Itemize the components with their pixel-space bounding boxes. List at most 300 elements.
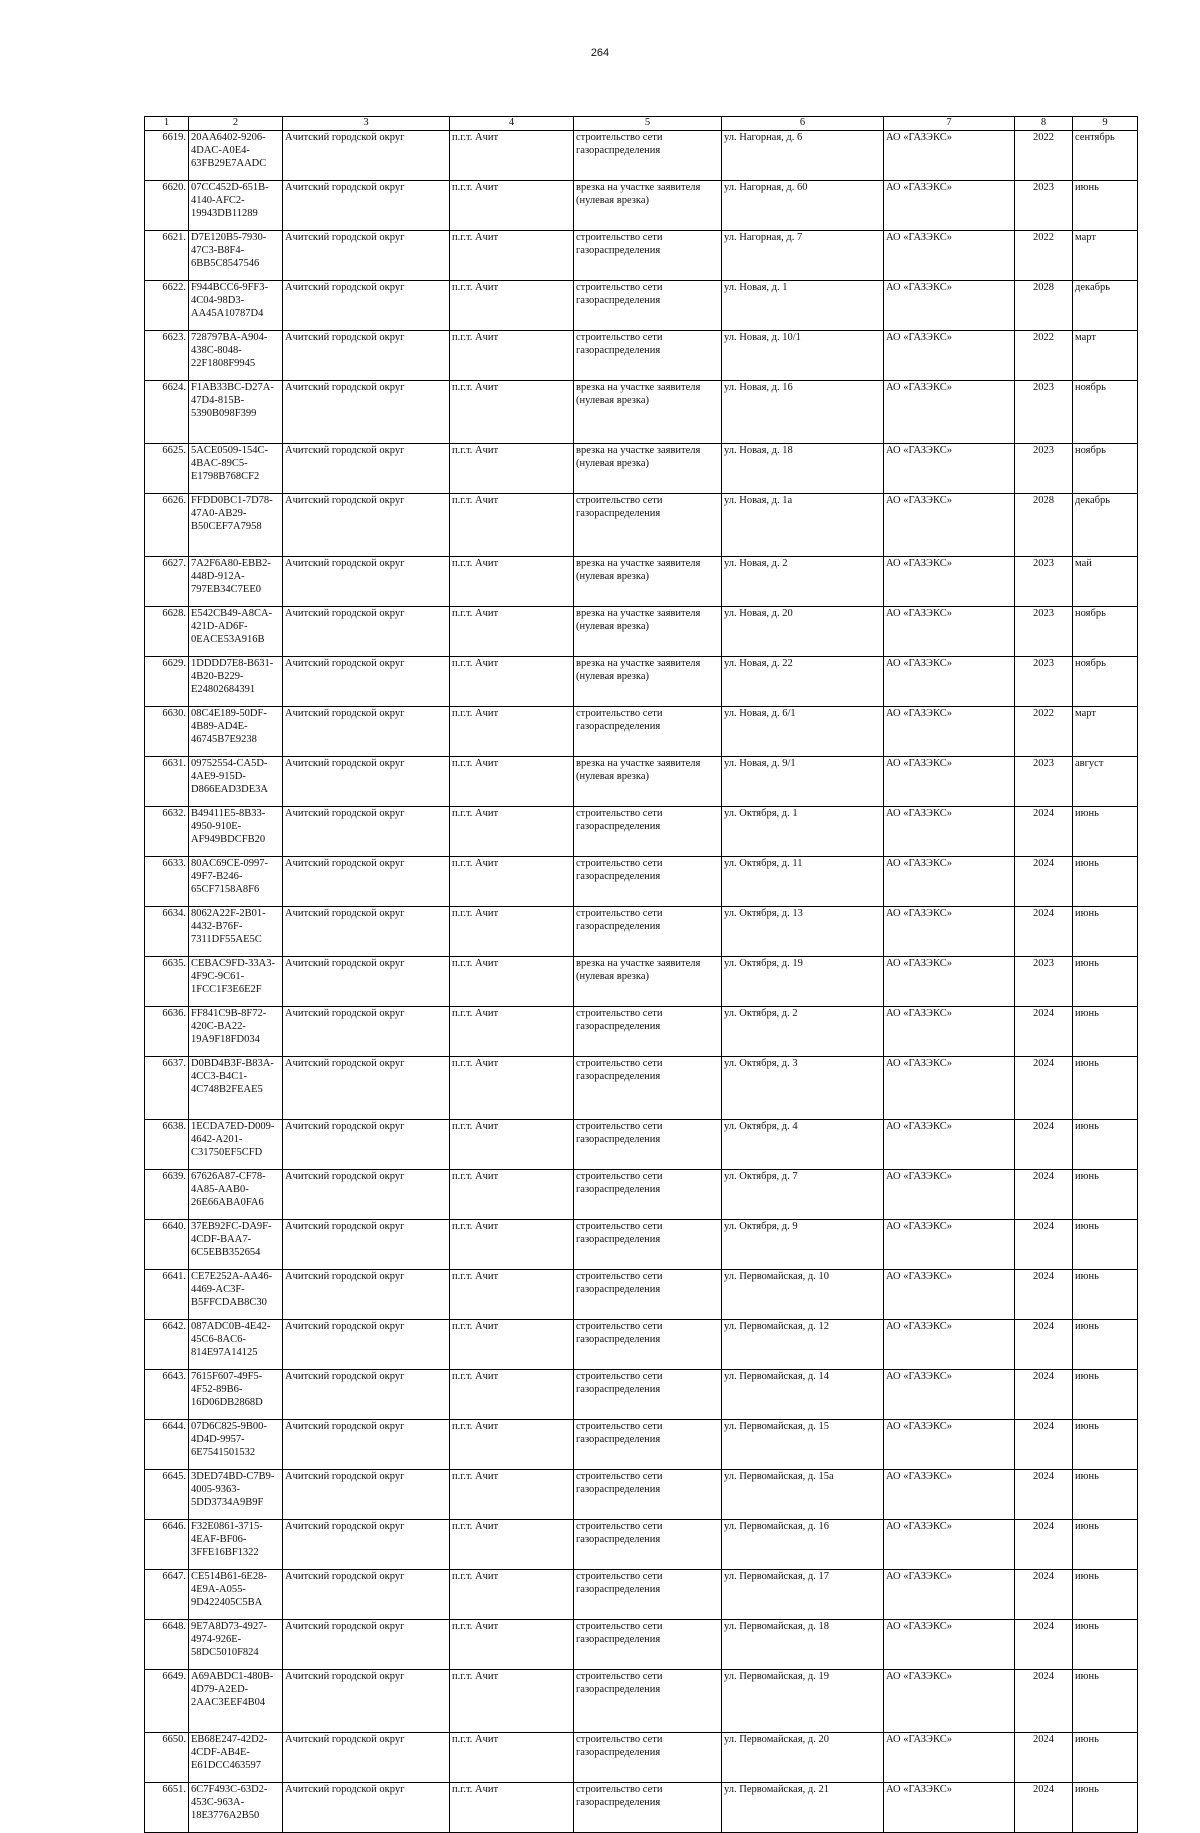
district-name-cell: Ачитский городской округ	[283, 1120, 450, 1170]
settlement-name-cell: п.г.т. Ачит	[450, 1670, 574, 1733]
organization-cell: АО «ГАЗЭКС»	[884, 1520, 1015, 1570]
month-cell: июнь	[1073, 807, 1138, 857]
address-cell: ул. Первомайская, д. 20	[722, 1733, 884, 1783]
district-name-cell: Ачитский городской округ	[283, 1220, 450, 1270]
year-cell: 2028	[1015, 494, 1073, 557]
district-name-cell: Ачитский городской округ	[283, 1520, 450, 1570]
year-cell: 2024	[1015, 807, 1073, 857]
organization-cell: АО «ГАЗЭКС»	[884, 557, 1015, 607]
object-id-cell: A69ABDC1-480B-4D79-A2ED-2AAC3EEF4B04	[189, 1670, 283, 1733]
year-cell: 2024	[1015, 1670, 1073, 1733]
organization-cell: АО «ГАЗЭКС»	[884, 957, 1015, 1007]
row-number-cell: 6624.	[145, 381, 189, 444]
table-row	[145, 857, 1138, 907]
organization-cell: АО «ГАЗЭКС»	[884, 907, 1015, 957]
column-header: 2	[189, 117, 283, 131]
work-type-cell: строительство сети газораспределения	[574, 1057, 722, 1120]
address-cell: ул. Первомайская, д. 10	[722, 1270, 884, 1320]
district-name-cell: Ачитский городской округ	[283, 381, 450, 444]
work-type-cell: строительство сети газораспределения	[574, 494, 722, 557]
table-row	[145, 231, 1138, 281]
table-row	[145, 1620, 1138, 1670]
row-number-cell: 6633.	[145, 857, 189, 907]
district-name-cell: Ачитский городской округ	[283, 1420, 450, 1470]
organization-cell: АО «ГАЗЭКС»	[884, 1320, 1015, 1370]
month-cell: июнь	[1073, 1620, 1138, 1670]
table-row	[145, 1733, 1138, 1783]
year-cell: 2022	[1015, 707, 1073, 757]
row-number-cell: 6635.	[145, 957, 189, 1007]
district-name-cell: Ачитский городской округ	[283, 181, 450, 231]
year-cell: 2023	[1015, 607, 1073, 657]
object-id-cell: CE7E252A-AA46-4469-AC3F-B5FFCDAB8C30	[189, 1270, 283, 1320]
address-cell: ул. Новая, д. 6/1	[722, 707, 884, 757]
object-id-cell: 37EB92FC-DA9F-4CDF-BAA7-6C5EBB352654	[189, 1220, 283, 1270]
row-number-cell: 6639.	[145, 1170, 189, 1220]
work-type-cell: строительство сети газораспределения	[574, 1370, 722, 1420]
object-id-cell: 1DDDD7E8-B631-4B20-B229-E24802684391	[189, 657, 283, 707]
table-row	[145, 1170, 1138, 1220]
month-cell: июнь	[1073, 1057, 1138, 1120]
object-id-cell: 6C7F493C-63D2-453C-963A-18E3776A2B50	[189, 1783, 283, 1833]
row-number-cell: 6627.	[145, 557, 189, 607]
settlement-name-cell: п.г.т. Ачит	[450, 1470, 574, 1520]
district-name-cell: Ачитский городской округ	[283, 1007, 450, 1057]
year-cell: 2023	[1015, 557, 1073, 607]
year-cell: 2024	[1015, 1120, 1073, 1170]
year-cell: 2024	[1015, 1783, 1073, 1833]
settlement-name-cell: п.г.т. Ачит	[450, 1783, 574, 1833]
organization-cell: АО «ГАЗЭКС»	[884, 1120, 1015, 1170]
settlement-name-cell: п.г.т. Ачит	[450, 281, 574, 331]
table-row	[145, 807, 1138, 857]
settlement-name-cell: п.г.т. Ачит	[450, 1007, 574, 1057]
district-name-cell: Ачитский городской округ	[283, 1733, 450, 1783]
work-type-cell: строительство сети газораспределения	[574, 1420, 722, 1470]
work-type-cell: строительство сети газораспределения	[574, 1520, 722, 1570]
object-id-cell: CEBAC9FD-33A3-4F9C-9C61-1FCC1F3E6E2F	[189, 957, 283, 1007]
settlement-name-cell: п.г.т. Ачит	[450, 231, 574, 281]
object-id-cell: EB68E247-42D2-4CDF-AB4E-E61DCC463597	[189, 1733, 283, 1783]
row-number-cell: 6646.	[145, 1520, 189, 1570]
settlement-name-cell: п.г.т. Ачит	[450, 331, 574, 381]
work-type-cell: строительство сети газораспределения	[574, 1733, 722, 1783]
row-number-cell: 6648.	[145, 1620, 189, 1670]
column-header: 9	[1073, 117, 1138, 131]
object-id-cell: 07CC452D-651B-4140-AFC2-19943DB11289	[189, 181, 283, 231]
settlement-name-cell: п.г.т. Ачит	[450, 607, 574, 657]
table-row	[145, 1057, 1138, 1120]
row-number-cell: 6650.	[145, 1733, 189, 1783]
address-cell: ул. Новая, д. 16	[722, 381, 884, 444]
district-name-cell: Ачитский городской округ	[283, 657, 450, 707]
settlement-name-cell: п.г.т. Ачит	[450, 957, 574, 1007]
work-type-cell: строительство сети газораспределения	[574, 907, 722, 957]
object-id-cell: 67626A87-CF78-4A85-AAB0-26E66ABA0FA6	[189, 1170, 283, 1220]
address-cell: ул. Первомайская, д. 14	[722, 1370, 884, 1420]
year-cell: 2023	[1015, 757, 1073, 807]
row-number-cell: 6641.	[145, 1270, 189, 1320]
object-id-cell: 08C4E189-50DF-4B89-AD4E-46745B7E9238	[189, 707, 283, 757]
district-name-cell: Ачитский городской округ	[283, 494, 450, 557]
object-id-cell: D7E120B5-7930-47C3-B8F4-6BB5C8547546	[189, 231, 283, 281]
month-cell: июнь	[1073, 857, 1138, 907]
organization-cell: АО «ГАЗЭКС»	[884, 1170, 1015, 1220]
settlement-name-cell: п.г.т. Ачит	[450, 131, 574, 181]
table-row	[145, 1007, 1138, 1057]
settlement-name-cell: п.г.т. Ачит	[450, 1370, 574, 1420]
work-type-cell: строительство сети газораспределения	[574, 857, 722, 907]
column-number-row	[145, 117, 1138, 131]
registry-table	[144, 116, 1138, 1833]
work-type-cell: строительство сети газораспределения	[574, 231, 722, 281]
month-cell: март	[1073, 707, 1138, 757]
row-number-cell: 6620.	[145, 181, 189, 231]
row-number-cell: 6644.	[145, 1420, 189, 1470]
work-type-cell: врезка на участке заявителя (нулевая врезка)	[574, 607, 722, 657]
address-cell: ул. Нагорная, д. 60	[722, 181, 884, 231]
table-row	[145, 281, 1138, 331]
object-id-cell: 9E7A8D73-4927-4974-926E-58DC5010F824	[189, 1620, 283, 1670]
object-id-cell: F32E0861-3715-4EAF-BF06-3FFE16BF1322	[189, 1520, 283, 1570]
row-number-cell: 6625.	[145, 444, 189, 494]
month-cell: июнь	[1073, 1120, 1138, 1170]
table-row	[145, 494, 1138, 557]
work-type-cell: строительство сети газораспределения	[574, 1120, 722, 1170]
column-header: 6	[722, 117, 884, 131]
organization-cell: АО «ГАЗЭКС»	[884, 1057, 1015, 1120]
year-cell: 2022	[1015, 231, 1073, 281]
organization-cell: АО «ГАЗЭКС»	[884, 1570, 1015, 1620]
month-cell: июнь	[1073, 1733, 1138, 1783]
object-id-cell: 80AC69CE-0997-49F7-B246-65CF7158A8F6	[189, 857, 283, 907]
settlement-name-cell: п.г.т. Ачит	[450, 1520, 574, 1570]
month-cell: май	[1073, 557, 1138, 607]
row-number-cell: 6630.	[145, 707, 189, 757]
address-cell: ул. Новая, д. 22	[722, 657, 884, 707]
table-row	[145, 381, 1138, 444]
settlement-name-cell: п.г.т. Ачит	[450, 1320, 574, 1370]
row-number-cell: 6619.	[145, 131, 189, 181]
object-id-cell: 5ACE0509-154C-4BAC-89C5-E1798B768CF2	[189, 444, 283, 494]
table-row	[145, 444, 1138, 494]
page-number: 264	[590, 47, 610, 59]
month-cell: июнь	[1073, 1007, 1138, 1057]
month-cell: март	[1073, 231, 1138, 281]
settlement-name-cell: п.г.т. Ачит	[450, 494, 574, 557]
address-cell: ул. Новая, д. 1а	[722, 494, 884, 557]
month-cell: июнь	[1073, 1783, 1138, 1833]
month-cell: июнь	[1073, 907, 1138, 957]
district-name-cell: Ачитский городской округ	[283, 957, 450, 1007]
work-type-cell: врезка на участке заявителя (нулевая врезка)	[574, 657, 722, 707]
table-row	[145, 1783, 1138, 1833]
month-cell: июнь	[1073, 181, 1138, 231]
year-cell: 2024	[1015, 1220, 1073, 1270]
work-type-cell: врезка на участке заявителя (нулевая врезка)	[574, 957, 722, 1007]
year-cell: 2024	[1015, 1733, 1073, 1783]
row-number-cell: 6645.	[145, 1470, 189, 1520]
settlement-name-cell: п.г.т. Ачит	[450, 444, 574, 494]
row-number-cell: 6631.	[145, 757, 189, 807]
work-type-cell: строительство сети газораспределения	[574, 1470, 722, 1520]
work-type-cell: строительство сети газораспределения	[574, 1570, 722, 1620]
object-id-cell: 7615F607-49F5-4F52-89B6-16D06DB2868D	[189, 1370, 283, 1420]
organization-cell: АО «ГАЗЭКС»	[884, 857, 1015, 907]
settlement-name-cell: п.г.т. Ачит	[450, 1057, 574, 1120]
address-cell: ул. Нагорная, д. 7	[722, 231, 884, 281]
table-row	[145, 1370, 1138, 1420]
district-name-cell: Ачитский городской округ	[283, 1370, 450, 1420]
year-cell: 2024	[1015, 1320, 1073, 1370]
work-type-cell: строительство сети газораспределения	[574, 1220, 722, 1270]
district-name-cell: Ачитский городской округ	[283, 331, 450, 381]
address-cell: ул. Первомайская, д. 12	[722, 1320, 884, 1370]
district-name-cell: Ачитский городской округ	[283, 1057, 450, 1120]
district-name-cell: Ачитский городской округ	[283, 807, 450, 857]
year-cell: 2024	[1015, 907, 1073, 957]
district-name-cell: Ачитский городской округ	[283, 1620, 450, 1670]
settlement-name-cell: п.г.т. Ачит	[450, 1220, 574, 1270]
address-cell: ул. Первомайская, д. 18	[722, 1620, 884, 1670]
work-type-cell: врезка на участке заявителя (нулевая врезка)	[574, 381, 722, 444]
address-cell: ул. Первомайская, д. 16	[722, 1520, 884, 1570]
district-name-cell: Ачитский городской округ	[283, 281, 450, 331]
address-cell: ул. Октября, д. 13	[722, 907, 884, 957]
district-name-cell: Ачитский городской округ	[283, 1170, 450, 1220]
year-cell: 2024	[1015, 1270, 1073, 1320]
object-id-cell: F944BCC6-9FF3-4C04-98D3-AA45A10787D4	[189, 281, 283, 331]
address-cell: ул. Первомайская, д. 21	[722, 1783, 884, 1833]
row-number-cell: 6636.	[145, 1007, 189, 1057]
object-id-cell: CE514B61-6E28-4E9A-A055-9D422405C5BA	[189, 1570, 283, 1620]
organization-cell: АО «ГАЗЭКС»	[884, 607, 1015, 657]
month-cell: июнь	[1073, 1370, 1138, 1420]
work-type-cell: строительство сети газораспределения	[574, 807, 722, 857]
district-name-cell: Ачитский городской округ	[283, 907, 450, 957]
work-type-cell: строительство сети газораспределения	[574, 131, 722, 181]
object-id-cell: FFDD0BC1-7D78-47A0-AB29-B50CEF7A7958	[189, 494, 283, 557]
month-cell: июнь	[1073, 1570, 1138, 1620]
settlement-name-cell: п.г.т. Ачит	[450, 1170, 574, 1220]
table-row	[145, 957, 1138, 1007]
settlement-name-cell: п.г.т. Ачит	[450, 1270, 574, 1320]
year-cell: 2024	[1015, 1370, 1073, 1420]
row-number-cell: 6638.	[145, 1120, 189, 1170]
address-cell: ул. Первомайская, д. 17	[722, 1570, 884, 1620]
settlement-name-cell: п.г.т. Ачит	[450, 757, 574, 807]
year-cell: 2024	[1015, 1007, 1073, 1057]
object-id-cell: 09752554-CA5D-4AE9-915D-D866EAD3DE3A	[189, 757, 283, 807]
work-type-cell: строительство сети газораспределения	[574, 707, 722, 757]
organization-cell: АО «ГАЗЭКС»	[884, 1370, 1015, 1420]
organization-cell: АО «ГАЗЭКС»	[884, 1670, 1015, 1733]
row-number-cell: 6621.	[145, 231, 189, 281]
month-cell: ноябрь	[1073, 607, 1138, 657]
organization-cell: АО «ГАЗЭКС»	[884, 757, 1015, 807]
year-cell: 2024	[1015, 1170, 1073, 1220]
table-row	[145, 1470, 1138, 1520]
row-number-cell: 6642.	[145, 1320, 189, 1370]
table-row	[145, 907, 1138, 957]
address-cell: ул. Октября, д. 7	[722, 1170, 884, 1220]
month-cell: декабрь	[1073, 281, 1138, 331]
table-row	[145, 131, 1138, 181]
object-id-cell: 7A2F6A80-EBB2-448D-912A-797EB34C7EE0	[189, 557, 283, 607]
settlement-name-cell: п.г.т. Ачит	[450, 657, 574, 707]
object-id-cell: 728797BA-A904-438C-8048-22F1808F9945	[189, 331, 283, 381]
year-cell: 2028	[1015, 281, 1073, 331]
row-number-cell: 6623.	[145, 331, 189, 381]
address-cell: ул. Новая, д. 9/1	[722, 757, 884, 807]
address-cell: ул. Новая, д. 1	[722, 281, 884, 331]
month-cell: июнь	[1073, 1520, 1138, 1570]
object-id-cell: B49411E5-8B33-4950-910E-AF949BDCFB20	[189, 807, 283, 857]
year-cell: 2024	[1015, 857, 1073, 907]
table-row	[145, 1320, 1138, 1370]
object-id-cell: 20AA6402-9206-4DAC-A0E4-63FB29E7AADC	[189, 131, 283, 181]
organization-cell: АО «ГАЗЭКС»	[884, 494, 1015, 557]
month-cell: март	[1073, 331, 1138, 381]
organization-cell: АО «ГАЗЭКС»	[884, 1007, 1015, 1057]
row-number-cell: 6637.	[145, 1057, 189, 1120]
district-name-cell: Ачитский городской округ	[283, 607, 450, 657]
organization-cell: АО «ГАЗЭКС»	[884, 231, 1015, 281]
settlement-name-cell: п.г.т. Ачит	[450, 1420, 574, 1470]
year-cell: 2022	[1015, 131, 1073, 181]
row-number-cell: 6629.	[145, 657, 189, 707]
address-cell: ул. Октября, д. 3	[722, 1057, 884, 1120]
table-row	[145, 331, 1138, 381]
work-type-cell: врезка на участке заявителя (нулевая врезка)	[574, 444, 722, 494]
month-cell: июнь	[1073, 1470, 1138, 1520]
table-row	[145, 1270, 1138, 1320]
organization-cell: АО «ГАЗЭКС»	[884, 1270, 1015, 1320]
settlement-name-cell: п.г.т. Ачит	[450, 807, 574, 857]
year-cell: 2023	[1015, 957, 1073, 1007]
year-cell: 2022	[1015, 331, 1073, 381]
year-cell: 2023	[1015, 657, 1073, 707]
year-cell: 2024	[1015, 1420, 1073, 1470]
row-number-cell: 6643.	[145, 1370, 189, 1420]
row-number-cell: 6651.	[145, 1783, 189, 1833]
work-type-cell: врезка на участке заявителя (нулевая врезка)	[574, 757, 722, 807]
year-cell: 2024	[1015, 1520, 1073, 1570]
organization-cell: АО «ГАЗЭКС»	[884, 131, 1015, 181]
object-id-cell: 087ADC0B-4E42-45C6-8AC6-814E97A14125	[189, 1320, 283, 1370]
district-name-cell: Ачитский городской округ	[283, 1670, 450, 1733]
settlement-name-cell: п.г.т. Ачит	[450, 1620, 574, 1670]
organization-cell: АО «ГАЗЭКС»	[884, 281, 1015, 331]
work-type-cell: строительство сети газораспределения	[574, 1670, 722, 1733]
month-cell: ноябрь	[1073, 657, 1138, 707]
object-id-cell: FF841C9B-8F72-420C-BA22-19A9F18FD034	[189, 1007, 283, 1057]
district-name-cell: Ачитский городской округ	[283, 1470, 450, 1520]
table-row	[145, 1220, 1138, 1270]
work-type-cell: строительство сети газораспределения	[574, 1620, 722, 1670]
table-row	[145, 1520, 1138, 1570]
work-type-cell: строительство сети газораспределения	[574, 281, 722, 331]
row-number-cell: 6647.	[145, 1570, 189, 1620]
month-cell: июнь	[1073, 1270, 1138, 1320]
month-cell: июнь	[1073, 957, 1138, 1007]
work-type-cell: строительство сети газораспределения	[574, 1007, 722, 1057]
table-row	[145, 1670, 1138, 1733]
district-name-cell: Ачитский городской округ	[283, 231, 450, 281]
settlement-name-cell: п.г.т. Ачит	[450, 907, 574, 957]
object-id-cell: 1ECDA7ED-D009-4642-A201-C31750EF5CFD	[189, 1120, 283, 1170]
address-cell: ул. Октября, д. 9	[722, 1220, 884, 1270]
row-number-cell: 6626.	[145, 494, 189, 557]
address-cell: ул. Новая, д. 2	[722, 557, 884, 607]
object-id-cell: E542CB49-A8CA-421D-AD6F-0EACE53A916B	[189, 607, 283, 657]
address-cell: ул. Первомайская, д. 15а	[722, 1470, 884, 1520]
month-cell: август	[1073, 757, 1138, 807]
work-type-cell: строительство сети газораспределения	[574, 1783, 722, 1833]
column-header: 1	[145, 117, 189, 131]
work-type-cell: врезка на участке заявителя (нулевая врезка)	[574, 181, 722, 231]
year-cell: 2023	[1015, 381, 1073, 444]
address-cell: ул. Новая, д. 10/1	[722, 331, 884, 381]
district-name-cell: Ачитский городской округ	[283, 707, 450, 757]
settlement-name-cell: п.г.т. Ачит	[450, 707, 574, 757]
settlement-name-cell: п.г.т. Ачит	[450, 857, 574, 907]
year-cell: 2023	[1015, 444, 1073, 494]
month-cell: сентябрь	[1073, 131, 1138, 181]
year-cell: 2024	[1015, 1620, 1073, 1670]
table-row	[145, 1120, 1138, 1170]
organization-cell: АО «ГАЗЭКС»	[884, 1620, 1015, 1670]
table-row	[145, 707, 1138, 757]
organization-cell: АО «ГАЗЭКС»	[884, 181, 1015, 231]
address-cell: ул. Новая, д. 20	[722, 607, 884, 657]
object-id-cell: 07D6C825-9B00-4D4D-9957-6E7541501532	[189, 1420, 283, 1470]
object-id-cell: F1AB33BC-D27A-47D4-815B-5390B098F399	[189, 381, 283, 444]
year-cell: 2023	[1015, 181, 1073, 231]
organization-cell: АО «ГАЗЭКС»	[884, 1420, 1015, 1470]
district-name-cell: Ачитский городской округ	[283, 757, 450, 807]
table-row	[145, 181, 1138, 231]
year-cell: 2024	[1015, 1570, 1073, 1620]
organization-cell: АО «ГАЗЭКС»	[884, 331, 1015, 381]
row-number-cell: 6632.	[145, 807, 189, 857]
column-header: 8	[1015, 117, 1073, 131]
row-number-cell: 6649.	[145, 1670, 189, 1733]
organization-cell: АО «ГАЗЭКС»	[884, 807, 1015, 857]
district-name-cell: Ачитский городской округ	[283, 1270, 450, 1320]
organization-cell: АО «ГАЗЭКС»	[884, 1783, 1015, 1833]
address-cell: ул. Октября, д. 19	[722, 957, 884, 1007]
year-cell: 2024	[1015, 1057, 1073, 1120]
work-type-cell: врезка на участке заявителя (нулевая врезка)	[574, 557, 722, 607]
district-name-cell: Ачитский городской округ	[283, 1783, 450, 1833]
work-type-cell: строительство сети газораспределения	[574, 1170, 722, 1220]
table-row	[145, 757, 1138, 807]
district-name-cell: Ачитский городской округ	[283, 1570, 450, 1620]
organization-cell: АО «ГАЗЭКС»	[884, 444, 1015, 494]
table-row	[145, 1570, 1138, 1620]
month-cell: декабрь	[1073, 494, 1138, 557]
table-row	[145, 657, 1138, 707]
organization-cell: АО «ГАЗЭКС»	[884, 1470, 1015, 1520]
row-number-cell: 6628.	[145, 607, 189, 657]
month-cell: июнь	[1073, 1170, 1138, 1220]
work-type-cell: строительство сети газораспределения	[574, 1320, 722, 1370]
address-cell: ул. Октября, д. 11	[722, 857, 884, 907]
district-name-cell: Ачитский городской округ	[283, 444, 450, 494]
month-cell: июнь	[1073, 1220, 1138, 1270]
object-id-cell: 8062A22F-2B01-4432-B76F-7311DF55AE5C	[189, 907, 283, 957]
